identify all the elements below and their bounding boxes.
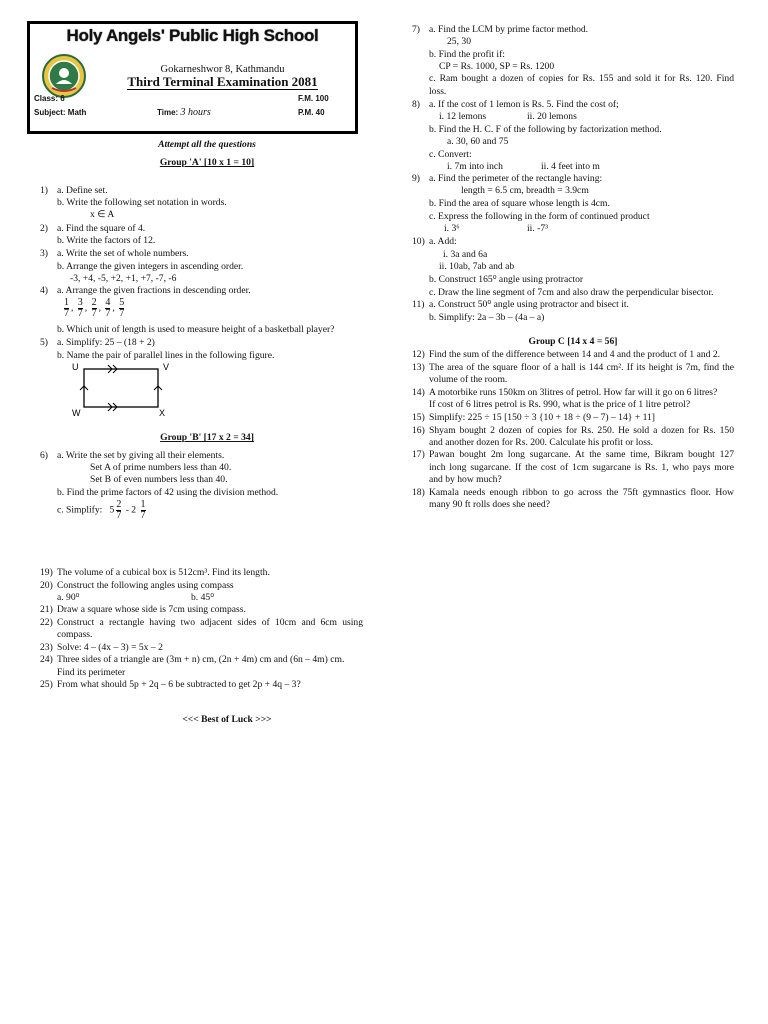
q10c: c. Draw the line segment of 7cm and also draw the perpendicular bisector. [429, 287, 714, 298]
q3-number: 3) [40, 248, 48, 259]
q17-line2: inch long sugarcane. If the cost of 1cm sugarcane is Rs. 1, who pays more [429, 462, 734, 473]
group-a-heading: Group 'A' [10 x 1 = 10] [159, 157, 255, 168]
q7c-line2: loss. [429, 86, 447, 97]
q21: Draw a square whose side is 7cm using compass. [57, 604, 246, 615]
q1b: b. Write the following set notation in words. [57, 197, 227, 208]
q9a-dimensions: length = 6.5 cm, breadth = 3.9cm [461, 185, 589, 196]
q14-line1: A motorbike runs 150km on 3litres of petrol. How far will it go on 6 litres? [429, 387, 718, 398]
q17-line1: Pawan bought 2m long sugarcane. At the same time, Bikram bought 127 [429, 449, 734, 460]
q9a: a. Find the perimeter of the rectangle having: [429, 173, 603, 184]
q9-number: 9) [412, 173, 420, 184]
q4-number: 4) [40, 285, 48, 296]
q8a: a. If the cost of 1 lemon is Rs. 5. Find the cost of; [429, 99, 619, 110]
q3b: b. Arrange the given integers in ascending order. [57, 261, 244, 272]
q23: Solve: 4 – (4x – 3) = 5x – 2 [57, 642, 163, 653]
q8a-i: i. 12 lemons [439, 111, 487, 122]
q9c: c. Express the following in the form of continued product [429, 211, 650, 222]
q14-line2: If cost of 6 litres petrol is Rs. 990, what is the price of 1 litre petrol? [429, 399, 691, 410]
q15: Simplify: 225 ÷ 15 [150 ÷ 3 {10 + 18 ÷ (9 – 7) – 14} + 11] [429, 412, 656, 423]
pass-marks: P.M. 40 [298, 108, 325, 117]
point-u-label: U [72, 362, 79, 372]
q19-number: 19) [40, 567, 53, 578]
q4-fractions: $\frac{1}{7}$ , $\frac{3}{7}$ , $\frac{2}{7}$ , $\frac{4}{7}$ , $\frac{5}{7}$ [64, 297, 125, 319]
q9c-i: i. 3⁶ [444, 223, 460, 234]
q8c: c. Convert: [429, 149, 472, 160]
q9c-ii: ii. -7³ [527, 223, 548, 234]
q22-line1: Construct a rectangle having two adjacent sides of 10cm and 6cm using [57, 617, 363, 628]
q10b: b. Construct 165⁰ angle using protractor [429, 274, 584, 285]
q10-number: 10) [412, 236, 425, 247]
q2-number: 2) [40, 223, 48, 234]
q4b: b. Which unit of length is used to measure height of a basketball player? [57, 324, 335, 335]
q24-line2: Find its perimeter [57, 667, 126, 678]
q1-number: 1) [40, 185, 48, 196]
q8c-ii: ii. 4 feet into m [541, 161, 600, 172]
q7a-numbers: 25, 30 [447, 36, 471, 47]
q14-number: 14) [412, 387, 425, 398]
parallel-lines-figure [66, 360, 176, 422]
fraction: $\frac{4}{7}$ [105, 297, 111, 319]
fraction: $\frac{5}{7}$ [119, 297, 125, 319]
fraction: $\frac{2}{7}$ [91, 297, 97, 319]
q16-line1: Shyam bought 2 dozen of copies for Rs. 250. He sold a dozen for Rs. 150 [429, 425, 734, 436]
q1a: a. Define set. [57, 185, 108, 196]
q5a: a. Simplify: 25 – (18 + 2) [57, 337, 155, 348]
q8-number: 8) [412, 99, 420, 110]
q18-line2: many 90 ft rolls does she need? [429, 499, 550, 510]
q4a: a. Arrange the given fractions in descending order. [57, 285, 251, 296]
q13-line1: The area of the square floor of a hall is 144 cm². If its height is 7m, find the [429, 362, 734, 373]
q18-number: 18) [412, 487, 425, 498]
q16-number: 16) [412, 425, 425, 436]
q8b: b. Find the H. C. F of the following by factorization method. [429, 124, 662, 135]
q6-number: 6) [40, 450, 48, 461]
class-label: Class: 6 [34, 94, 65, 103]
q11b: b. Simplify: 2a – 3b – (4a – a) [429, 312, 545, 323]
q6b: b. Find the prime factors of 42 using the division method. [57, 487, 279, 498]
q22-line2: compass. [57, 629, 93, 640]
q7b: b. Find the profit if: [429, 49, 505, 60]
q20: Construct the following angles using compass [57, 580, 234, 591]
q23-number: 23) [40, 642, 53, 653]
q12: Find the sum of the difference between 14 and 4 and the product of 1 and 2. [429, 349, 721, 360]
q24-number: 24) [40, 654, 53, 665]
q3b-integers: -3, +4, -5, +2, +1, +7, -7, -6 [70, 273, 177, 284]
q12-number: 12) [412, 349, 425, 360]
fraction: $\frac{1}{7}$ [140, 499, 146, 521]
q2b: b. Write the factors of 12. [57, 235, 156, 246]
q21-number: 21) [40, 604, 53, 615]
q3a: a. Write the set of whole numbers. [57, 248, 189, 259]
q8c-i: i. 7m into inch [447, 161, 503, 172]
subject-label: Subject: Math [34, 108, 87, 117]
q7a: a. Find the LCM by prime factor method. [429, 24, 589, 35]
header-box [27, 21, 358, 134]
q7c-line1: c. Ram bought a dozen of copies for Rs. 155 and sold it for Rs. 120. Find [429, 73, 734, 84]
footer-best-of-luck: <<< Best of Luck >>> [182, 714, 272, 725]
fraction: $\frac{2}{7}$ [116, 499, 122, 521]
fraction: $\frac{3}{7}$ [77, 297, 83, 319]
q11-number: 11) [412, 299, 425, 310]
point-v-label: V [163, 362, 170, 372]
q8a-ii: ii. 20 lemons [527, 111, 577, 122]
q25-number: 25) [40, 679, 53, 690]
q6a-set-b: Set B of even numbers less than 40. [90, 474, 228, 485]
school-name: Holy Angels' Public High School [66, 26, 319, 45]
exam-title: Third Terminal Examination 2081 [127, 74, 318, 89]
q18-line1: Kamala needs enough ribbon to go across the 75ft gymnastics floor. How [429, 487, 734, 498]
q19: The volume of a cubical box is 512cm³. Find its length. [57, 567, 270, 578]
q24-line1: Three sides of a triangle are (3m + n) cm, (2n + 4m) cm and (6n – 4m) cm. [57, 654, 345, 665]
q13-line2: volume of the room. [429, 374, 508, 385]
time-label: Time: 3 hours [157, 107, 211, 118]
q7b-values: CP = Rs. 1000, SP = Rs. 1200 [439, 61, 555, 72]
q5-number: 5) [40, 337, 48, 348]
q8b-numbers: a. 30, 60 and 75 [447, 136, 509, 147]
q6c: c. Simplify: 5 $\frac{2}{7}$ - 2 $\frac{1}{7}$ [57, 499, 146, 521]
q17-line3: and by how much? [429, 474, 502, 485]
school-logo-icon [42, 54, 86, 98]
group-b-heading: Group 'B' [17 x 2 = 34] [160, 432, 254, 443]
q20a: a. 90⁰ [57, 592, 80, 603]
group-c-heading: Group C [14 x 4 = 56] [528, 336, 618, 347]
q11a: a. Construct 50⁰ angle using protractor and bisect it. [429, 299, 629, 310]
q9b: b. Find the area of square whose length is 4cm. [429, 198, 610, 209]
attempt-all: Attempt all the questions [158, 139, 256, 150]
q1b-expression: x ∈ A [90, 209, 115, 220]
q16-line2: and another dozen for Rs. 200. Calculate his profit or loss. [429, 437, 654, 448]
q6a: a. Write the set by giving all their elements. [57, 450, 225, 461]
q10a-ii: ii. 10ab, 7ab and ab [439, 261, 515, 272]
q10a: a. Add: [429, 236, 457, 247]
q25: From what should 5p + 2q – 6 be subtracted to get 2p + 4q – 3? [57, 679, 301, 690]
q22-number: 22) [40, 617, 53, 628]
q15-number: 15) [412, 412, 425, 423]
fraction: $\frac{1}{7}$ [64, 297, 69, 319]
q17-number: 17) [412, 449, 425, 460]
point-x-label: X [159, 408, 166, 418]
q5b: b. Name the pair of parallel lines in the following figure. [57, 350, 275, 361]
q20b: b. 45⁰ [191, 592, 215, 603]
q6a-set-a: Set A of prime numbers less than 40. [90, 462, 232, 473]
full-marks: F.M. 100 [298, 94, 329, 103]
q10a-i: i. 3a and 6a [443, 249, 488, 260]
q7-number: 7) [412, 24, 420, 35]
q2a: a. Find the square of 4. [57, 223, 146, 234]
point-w-label: W [72, 408, 81, 418]
q20-number: 20) [40, 580, 53, 591]
q13-number: 13) [412, 362, 425, 373]
school-address: Gokarneshwor 8, Kathmandu [160, 64, 285, 75]
